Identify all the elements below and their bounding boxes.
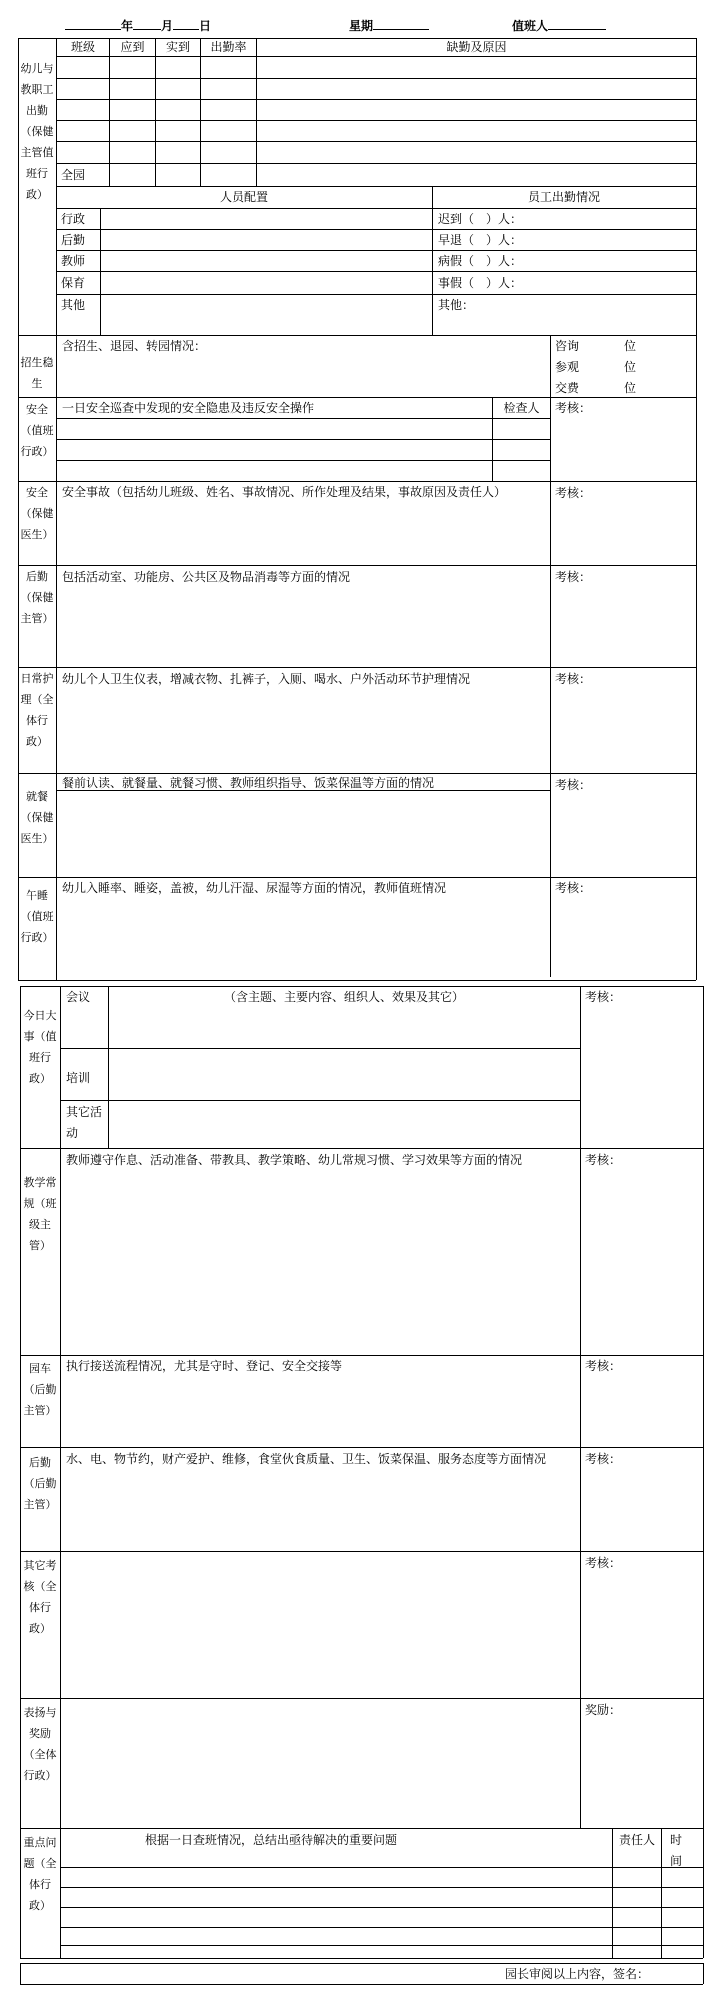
early-leave-label: 早退（ ）人： [438,233,523,247]
training-label: 培训 [66,1071,91,1085]
role-teacher: 教师 [61,254,86,268]
safety-duty-side-label: 安全（值班行政） [20,403,54,458]
teaching-side-label: 教学常规（班级主管） [23,1176,57,1252]
meeting-label: 会议 [66,990,91,1004]
inspector-label: 检查人 [503,401,540,415]
hygiene-text: 包括活动室、功能房、公共区及物品消毒等方面的情况 [62,570,351,584]
safety-duty-text: 一日安全巡查中发现的安全隐患及违反安全操作 [62,401,315,415]
col-absence: 缺勤及原因 [446,40,507,54]
header-date [65,18,211,34]
role-admin: 行政 [61,212,86,226]
staff-attendance-title: 员工出勤情况 [527,190,600,204]
visit-unit: 位 [624,360,637,374]
consult-label: 咨询 [555,339,580,353]
month-label: 月 [161,19,174,33]
late-label: 迟到（ ）人： [438,212,523,226]
duty-person-blank[interactable] [548,29,606,30]
sick-leave-label: 病假（ ）人： [438,254,523,268]
service-assess: 考核： [585,1452,622,1466]
total-row-label: 全园 [61,168,86,182]
header-weekday [349,18,429,34]
key-issues-side-label: 重点问题（全体行政） [23,1836,57,1912]
events-assess: 考核： [585,990,622,1004]
safety-duty-assess: 考核： [555,401,592,415]
service-side-label: 后勤（后勤主管） [23,1456,57,1511]
safety-health-text: 安全事故（包括幼儿班级、姓名、事故情况、所作处理及结果，事故原因及责任人） [62,485,507,499]
safety-health-assess: 考核： [555,486,592,500]
other-assess-label: 考核： [585,1556,622,1570]
bus-assess: 考核： [585,1359,622,1373]
header-duty [512,18,606,34]
nap-assess: 考核： [555,881,592,895]
enrollment-side-label: 招生稳生 [20,356,54,390]
teaching-text: 教师遵守作息、活动准备、带教具、教学策略、幼儿常规习惯、学习效果等方面的情况 [66,1153,523,1167]
meals-text: 餐前认读、就餐量、就餐习惯、教师组织指导、饭菜保温等方面的情况 [62,776,435,790]
duty-person-label: 值班人 [512,19,549,33]
weekday-blank[interactable] [373,29,429,30]
weekday-label: 星期 [349,19,374,33]
year-blank[interactable] [65,29,121,30]
principal-signature-label: 园长审阅以上内容，签名： [505,1967,650,1981]
nap-text: 幼儿入睡率、睡姿，盖被，幼儿汗湿、尿湿等方面的情况，教师值班情况 [62,881,447,895]
fee-label: 交费 [555,381,580,395]
key-issues-text: 根据一日查班情况，总结出亟待解决的重要问题 [145,1833,398,1847]
attendance-side-label: 幼儿与教职工出勤（保健主管值班行政） [20,62,54,201]
daily-care-side-label: 日常护理（全体行政） [20,672,54,748]
role-other: 其他 [61,298,86,312]
meals-assess: 考核： [555,778,592,792]
events-side-label: 今日大事（值班行政） [23,1009,57,1085]
fee-unit: 位 [624,381,637,395]
consult-unit: 位 [624,339,637,353]
personal-leave-label: 事假（ ）人： [438,276,523,290]
praise-side-label: 表扬与奖励（全体行政） [23,1706,57,1782]
role-logistics: 后勤 [61,233,86,247]
teaching-assess: 考核： [585,1153,622,1167]
meeting-note: （含主题、主要内容、组织人、效果及其它） [223,990,464,1004]
daily-care-text: 幼儿个人卫生仪表，增减衣物、扎裤子，入厕、喝水、户外活动环节护理情况 [62,672,471,686]
hygiene-assess: 考核： [555,570,592,584]
reward-label: 奖励： [585,1703,622,1717]
role-caregiver: 保育 [61,276,86,290]
nap-side-label: 午睡（值班行政） [20,889,54,944]
year-label: 年 [121,19,134,33]
enrollment-text: 含招生、退园、转园情况： [62,339,207,353]
meals-side-label: 就餐（保健医生） [20,790,54,845]
time-label: 时间 [670,1833,683,1868]
safety-health-side-label: 安全（保健医生） [20,486,54,541]
other-assess-side-label: 其它考核（全体行政） [23,1559,57,1635]
other-activity-label: 其它活动 [66,1105,103,1140]
col-class: 班级 [70,40,95,54]
col-expected: 应到 [120,40,145,54]
service-text: 水、电、物节约，财产爱护、维修，食堂伙食质量、卫生、饭菜保温、服务态度等方面情况 [66,1452,547,1466]
month-blank[interactable] [133,29,161,30]
other-staff-label: 其他： [438,298,475,312]
visit-label: 参观 [555,360,580,374]
daily-care-assess: 考核： [555,672,592,686]
col-actual: 实到 [165,40,190,54]
hygiene-side-label: 后勤（保健主管） [20,570,54,625]
day-label: 日 [199,19,212,33]
day-blank[interactable] [173,29,199,30]
col-rate: 出勤率 [210,40,247,54]
bus-side-label: 园车（后勤主管） [23,1362,57,1417]
staffing-title: 人员配置 [219,190,268,204]
bus-text: 执行接送流程情况，尤其是守时、登记、安全交接等 [66,1359,343,1373]
responsible-label: 责任人 [618,1833,655,1847]
